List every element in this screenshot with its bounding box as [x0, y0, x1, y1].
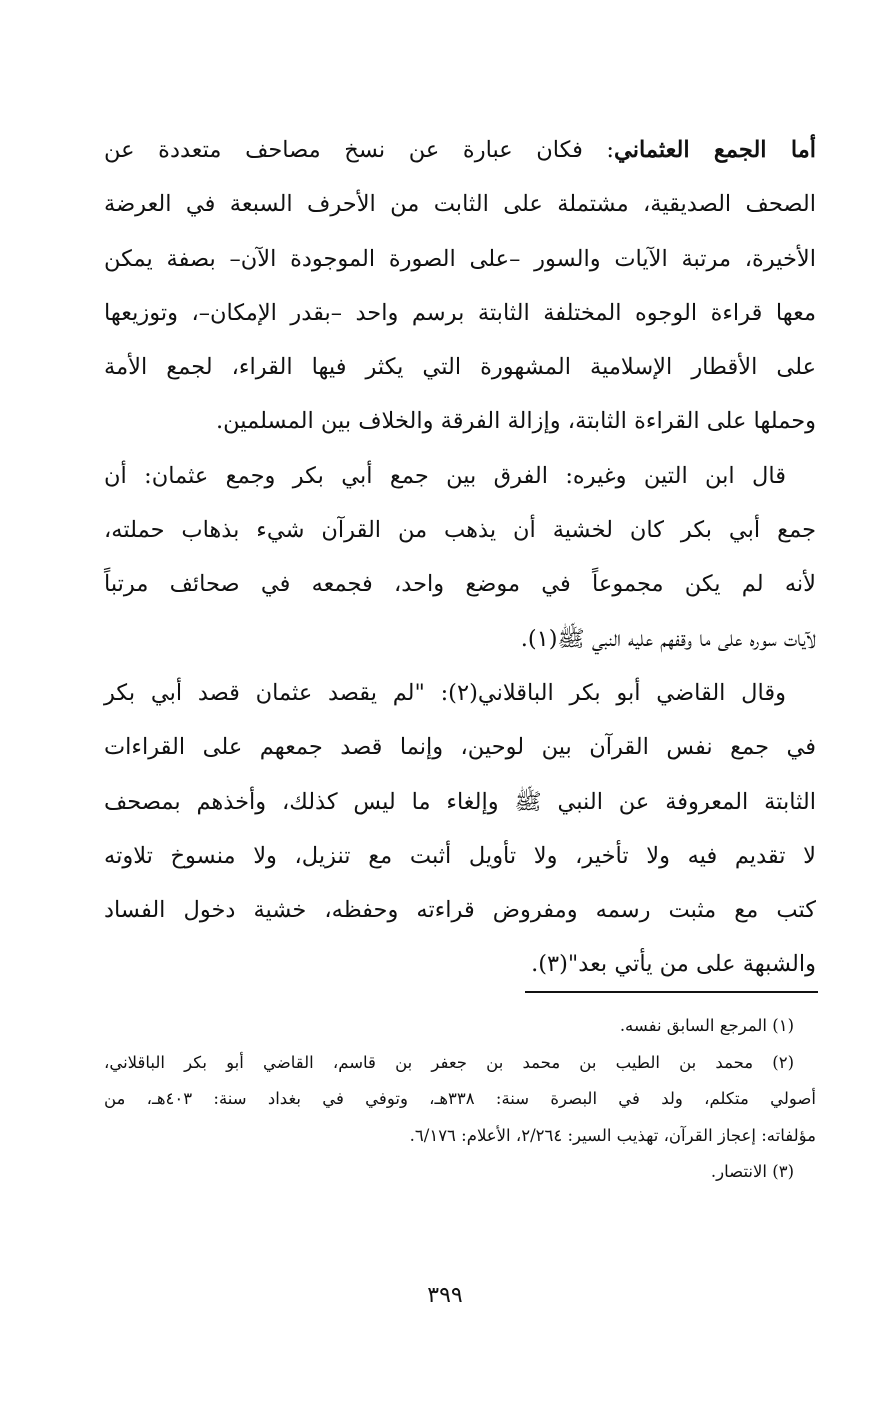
text-line: على الأقطار الإسلامية المشهورة التي يكثر فيها القراء، لجمع الأمة	[104, 354, 816, 381]
footnote-separator	[525, 991, 818, 993]
text-line: والشبهة على من يأتي بعد"(٣).	[531, 951, 816, 978]
section-heading: أما الجمع العثماني	[614, 137, 816, 163]
text-line: الأخيرة، مرتبة الآيات والسور –على الصورة الموجودة الآن– بصفة يمكن	[104, 245, 816, 272]
text-line: لأنه لم يكن مجموعاً في موضع واحد، فجمعه في صحائف مرتباً	[104, 571, 816, 598]
text-line: وقال القاضي أبو بكر الباقلاني(٢): "لم يقصد عثمان قصد أبي بكر	[104, 679, 786, 706]
text-line: في جمع نفس القرآن بين لوحين، وإنما قصد جمعهم على القراءات	[104, 734, 817, 761]
text-line: كتب مع مثبت رسمه ومفروض قراءته وحفظه، خشية دخول الفساد	[104, 897, 816, 924]
footnote-2-line-1: (٢) محمد بن الطيب بن محمد بن جعفر بن قاسم، القاضي أبو بكر الباقلاني،	[104, 1052, 794, 1072]
text-line: الثابتة المعروفة عن النبي ﷺ وإلغاء ما ليس كذلك، وأخذهم بمصحف	[104, 788, 816, 815]
text-line: الصحف الصديقية، مشتملة على الثابت من الأحرف السبعة في العرضة	[104, 191, 816, 218]
paragraph-ottoman-compilation-line-1	[104, 123, 816, 177]
text-line: جمع أبي بكر كان لخشية أن يذهب من القرآن شيء بذهاب حملته،	[104, 517, 816, 544]
footnote-2-line-3: مؤلفاته: إعجاز القرآن، تهذيب السير: ٢/٢٦٤، الأعلام: ٦/١٧٦.	[409, 1125, 816, 1145]
text-line: لا تقديم فيه ولا تأخير، ولا تأويل أثبت مع تنزيل، ولا منسوخ تلاوته	[104, 842, 816, 869]
main-text	[104, 123, 816, 992]
text-line: لآيات سوره على ما وقفهم عليه النبي ﷺ(١).	[520, 625, 816, 652]
footnote-2-line-2: أصولي متكلم، ولد في البصرة سنة: ٣٣٨هـ، وتوفي في بغداد سنة: ٤٠٣هـ، من	[104, 1089, 816, 1108]
heading-continuation: : فكان عبارة عن نسخ مصاحف متعددة عن	[104, 137, 615, 163]
text-line: قال ابن التين وغيره: الفرق بين جمع أبي بكر وجمع عثمان: أن	[104, 462, 786, 489]
page-number: ٣٩٩	[427, 1283, 463, 1308]
text-line: وحملها على القراءة الثابتة، وإزالة الفرقة والخلاف بين المسلمين.	[216, 408, 816, 435]
footnote-3: (٣) الانتصار.	[710, 1162, 794, 1181]
footnote-1: (١) المرجع السابق نفسه.	[619, 1016, 794, 1035]
text-line: معها قراءة الوجوه المختلفة الثابتة برسم واحد –بقدر الإمكان–، وتوزيعها	[104, 299, 816, 326]
footnotes	[104, 1008, 816, 1191]
